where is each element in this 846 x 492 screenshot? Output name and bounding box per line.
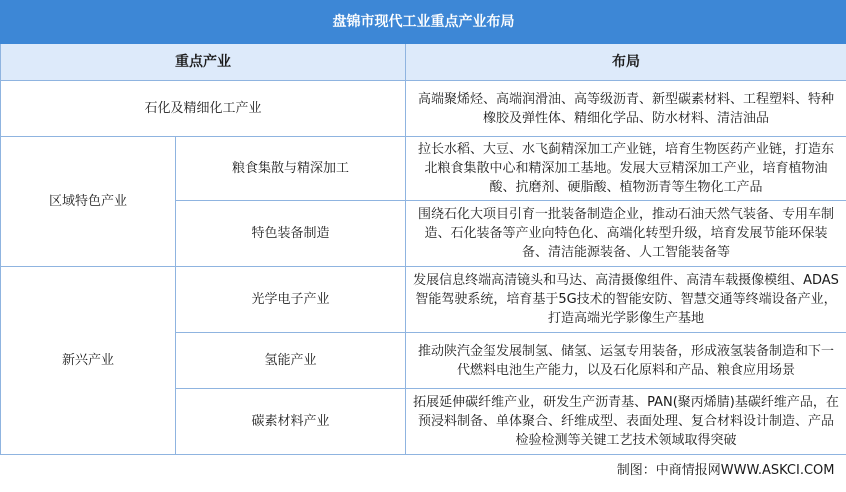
industry-cell: 特色装备制造	[176, 201, 406, 267]
table-row	[1, 267, 846, 333]
table-title: 盘锦市现代工业重点产业布局	[1, 1, 846, 44]
table-title-row	[1, 1, 846, 44]
industry-cell: 光学电子产业	[176, 267, 406, 333]
industry-cell: 氢能产业	[176, 333, 406, 389]
layout-cell: 发展信息终端高清镜头和马达、高清摄像组件、高清车载摄像模组、ADAS智能驾驶系统，培育基于5G技术的智能安防、智慧交通等终端设备产业，打造高端光学影像生产基地	[406, 267, 846, 333]
source-note: 制图：中商情报网WWW.ASKCI.COM	[1, 455, 846, 486]
table-row	[1, 137, 846, 201]
group-cell: 新兴产业	[1, 267, 176, 455]
layout-cell: 推动陕汽金玺发展制氢、储氢、运氢专用装备，形成液氢装备制造和下一代燃料电池生产能力，以及石化原料和产品、粮食应用场景	[406, 333, 846, 389]
header-industry: 重点产业	[1, 44, 406, 81]
industry-cell: 碳素材料产业	[176, 389, 406, 455]
group-cell: 区域特色产业	[1, 137, 176, 267]
layout-cell: 拓展延伸碳纤维产业，研发生产沥青基、PAN(聚丙烯腈)基碳纤维产品，在预浸料制备、单体聚合、纤维成型、表面处理、复合材料设计制造、产品检验检测等关键工艺技术领域取得突破	[406, 389, 846, 455]
industry-cell: 粮食集散与精深加工	[176, 137, 406, 201]
table-header-row	[1, 44, 846, 81]
source-row	[1, 455, 846, 486]
industry-cell: 石化及精细化工产业	[1, 81, 406, 137]
header-layout: 布局	[406, 44, 846, 81]
table-row	[1, 81, 846, 137]
layout-cell: 高端聚烯烃、高端润滑油、高等级沥青、新型碳素材料、工程塑料、特种橡胶及弹性体、精细化学品、防水材料、清洁油品	[406, 81, 846, 137]
layout-cell: 围绕石化大项目引育一批装备制造企业，推动石油天然气装备、专用车制造、石化装备等产业向特色化、高端化转型升级，培育发展节能环保装备、清洁能源装备、人工智能装备等	[406, 201, 846, 267]
layout-cell: 拉长水稻、大豆、水飞蓟精深加工产业链，培育生物医药产业链，打造东北粮食集散中心和精深加工基地。发展大豆精深加工产业，培育植物油酸、抗磨剂、硬脂酸、植物沥青等生物化工产品	[406, 137, 846, 201]
